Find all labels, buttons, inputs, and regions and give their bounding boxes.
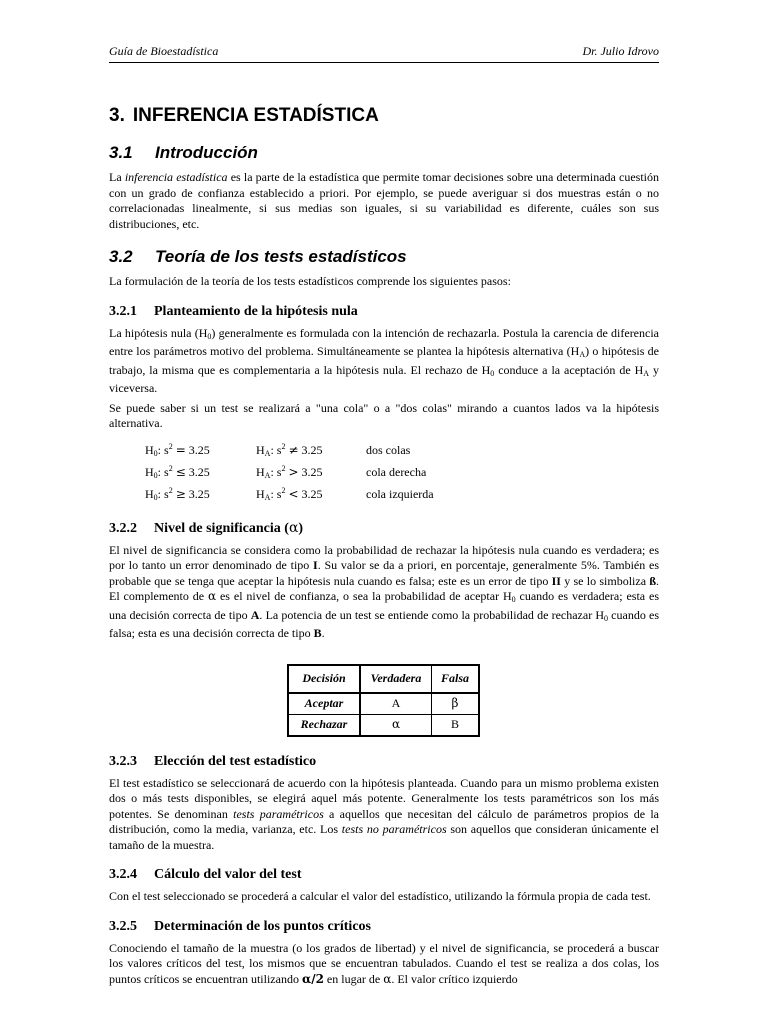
h-letter: H [256,465,265,480]
tail-label: cola derecha [366,464,427,479]
text-run: . Su valor se da a priori, en porcentaje, generalmente 5%. También es probable que se tenga que aceptar la hipótesis nula cuando es falsa; este es un error de tipo [109,558,660,588]
colon: : [157,443,162,458]
alpha-symbol: α [383,971,392,986]
text-run: . El valor crítico izquierdo [391,971,518,986]
superscript: 2 [168,486,173,496]
operator: ≥ [175,487,186,502]
text-run: ) o hipótesis de trabajo, la misma que es complementaria a la hipótesis nula. El rechazo de H [109,344,659,377]
bold-term: I [313,558,318,572]
subscript: A [264,449,271,459]
subsection-title: Elección del test estadístico [154,753,317,769]
paragraph-hipotesis-nula [109,326,659,397]
superscript: 2 [281,486,286,496]
value: 3.25 [188,465,210,480]
colon: : [270,487,274,502]
text-run: La [109,170,125,184]
table-row-label: Aceptar [288,693,360,715]
text-run: cuando es falsa; esta es una decisión correcta de tipo [109,607,659,640]
paragraph-introduccion [109,170,659,232]
s-letter: s [164,465,169,480]
chapter-number: 3. [109,105,125,126]
paragraph-colas: Se puede saber si un test se realizará a "una cola" o a "dos colas" mirando a cuantos lados va la hipótesis alternativa. [109,400,659,430]
subscript: 0 [153,449,158,459]
beta-symbol: ß [649,573,656,588]
table-header-cell: Falsa [432,665,480,693]
value: 3.25 [188,443,210,458]
table-cell: β [432,693,480,715]
subscript: A [579,350,586,359]
subsection-number: 3.2.5 [109,918,137,934]
hypothesis-row [145,462,659,484]
subscript: A [643,368,650,378]
header-rule [109,62,659,63]
null-hypothesis [145,439,256,462]
subsection-title-end: ) [298,520,304,536]
section-number: 3.1 [109,143,133,162]
alt-hypothesis [256,461,366,484]
subscript: A [264,493,271,503]
subscript: A [264,471,271,481]
value: 3.25 [301,443,323,458]
text-run: El test estadístico se seleccionará de acuerdo con la hipótesis planteada. Cuando para un mismo problema existen dos o más tests disponibles, se elegirá aquel más potente. Generalmente los tests paramétricos son los más potentes. Se denominan [109,775,659,821]
subsection-heading-3-2-3 [109,753,659,771]
tail-label: dos colas [366,442,411,457]
hypotheses-list [145,440,659,506]
subscript: 0 [153,471,158,481]
table-cell: A [360,693,432,715]
text-run: El nivel de significancia se considera como la probabilidad de rechazar la hipótesis nula cuando es verdadera; es por lo tanto un error denominado de tipo [109,542,659,572]
subsection-title: Planteamiento de la hipótesis nula [154,303,358,319]
table-row-label: Rechazar [288,714,360,736]
section-title: Teoría de los tests estadísticos [155,247,407,266]
header-right: Dr. Julio Idrovo [582,44,659,58]
text-run: ) generalmente es formulada con la intención de rechazarla. Postula la carencia de diferencia entre los parámetros motivo del problema. Simultáneamente se plantea la hipótesis alternativa (H [109,325,659,358]
subscript: 0 [207,331,212,341]
subsection-number: 3.2.3 [109,753,137,769]
text-run: y viceversa. [109,362,660,395]
superscript: 2 [168,442,173,452]
value: 3.25 [188,487,210,502]
alpha-symbol: α [288,519,299,536]
table-header-cell: Verdadera [360,665,432,693]
section-title: Introducción [155,143,258,162]
section-heading-3-2 [109,246,659,268]
table-row [288,693,479,715]
running-header [109,44,659,59]
text-run: a aquellos que necesitan del cálculo de parámetros propios de la distribución, como la media, varianza, etc. Los [109,806,659,836]
superscript: 2 [281,442,286,452]
s-letter: s [164,443,169,458]
subsection-title: Nivel de significancia ( [154,520,289,536]
superscript: 2 [281,464,286,474]
text-run: . El complemento de [109,573,659,603]
value: 3.25 [301,487,323,502]
alt-hypothesis [256,483,366,506]
bold-term: B [313,626,322,640]
text-run: es el nivel de confianza, o sea la probabilidad de aceptar H [216,589,512,603]
colon: : [157,465,162,480]
text-run: y se lo simboliza [560,573,650,588]
subsection-number: 3.2.2 [109,520,137,536]
table-row [288,714,479,736]
s-letter: s [276,487,282,502]
alpha-symbol: α [207,589,217,603]
decision-table [287,664,480,737]
subscript: 0 [604,613,609,623]
h-letter: H [145,465,154,480]
header-left: Guía de Bioestadística [109,44,219,58]
value: 3.25 [301,465,323,480]
subsection-number: 3.2.1 [109,303,137,319]
h-letter: H [256,443,265,458]
alt-hypothesis [256,439,366,462]
s-letter: s [276,443,282,458]
table-cell: B [432,714,480,736]
colon: : [270,443,274,458]
bold-term: A [250,607,260,622]
s-letter: s [164,487,169,502]
subscript: 0 [490,368,495,378]
emphasis-term: tests no paramétricos [341,822,447,836]
superscript: 2 [168,464,173,474]
text-run: conduce a la aceptación de H [494,362,644,377]
operator: > [288,465,299,480]
paragraph-eleccion [109,776,659,854]
text-run: . La potencia de un test se entiende como la probabilidad de rechazar H [259,607,605,622]
table-header-cell: Decisión [288,665,360,693]
section-heading-3-1 [109,142,659,164]
colon: : [270,465,274,480]
paragraph-puntos-criticos [109,941,659,988]
null-hypothesis [145,483,256,506]
subscript: 0 [511,595,516,604]
emphasis-term: inferencia estadística [124,170,228,184]
text-run: Conociendo el tamaño de la muestra (o los grados de libertad) y el nivel de significancia, se procederá a buscar los valores críticos del test, los mismos que se encuentran tabulados. Cuando el test se realiza a dos colas, los puntos críticos se encuentran utilizando [109,940,659,986]
null-hypothesis [145,461,256,484]
operator: ≤ [175,465,186,480]
table-cell: α [360,714,432,736]
operator: < [288,487,299,502]
s-letter: s [276,465,282,480]
subsection-heading-3-2-1 [109,303,659,321]
text-run: son aquellos que consideran únicamente el tamaño de la muestra. [109,822,660,852]
hypothesis-row [145,440,659,462]
text-run: . [321,626,325,640]
operator: ≠ [288,443,299,458]
h-letter: H [145,443,154,458]
tail-label: cola izquierda [366,486,434,501]
subsection-title: Determinación de los puntos críticos [154,918,371,934]
subsection-heading-3-2-4 [109,866,659,884]
paragraph-calculo: Con el test seleccionado se procederá a calcular el valor del estadístico, utilizando la fórmula propia de cada test. [109,889,651,903]
text-run: en lugar de [323,971,384,986]
operator: = [175,443,186,458]
hypothesis-row [145,484,659,506]
text-run: La hipótesis nula (H [109,325,208,340]
section-number: 3.2 [109,247,133,266]
subsection-title: Cálculo del valor del test [154,867,302,882]
paragraph-significancia [109,543,659,642]
subsection-heading-3-2-5 [109,918,659,936]
text-run: cuando es verdadera; esta es una decisión correcta de tipo [109,589,659,622]
text-run: es la parte de la estadística que permite tomar decisiones sobre una determinada cuestión con un grado de confianza establecido a priori. Por ejemplo, se puede averiguar si dos muestras están o no correlacionadas linealmente, si sus medias son iguales, si su variabilidad es diferente, cuáles son sus distribuciones, etc. [109,170,659,231]
page-body [109,104,659,991]
colon: : [157,487,162,502]
paragraph-teoria: La formulación de la teoría de los tests estadísticos comprende los siguientes pasos: [109,274,511,288]
table-header-row [288,665,479,693]
subsection-number: 3.2.4 [109,867,137,882]
emphasis-term: tests paramétricos [233,806,324,821]
h-letter: H [256,487,265,502]
bold-term: II [551,573,561,588]
chapter-title: INFERENCIA ESTADÍSTICA [132,105,379,126]
subscript: 0 [153,493,158,503]
chapter-heading [109,104,659,128]
alpha-half-symbol: α/2 [301,971,324,986]
h-letter: H [145,487,154,502]
subsection-heading-3-2-2 [109,519,659,538]
